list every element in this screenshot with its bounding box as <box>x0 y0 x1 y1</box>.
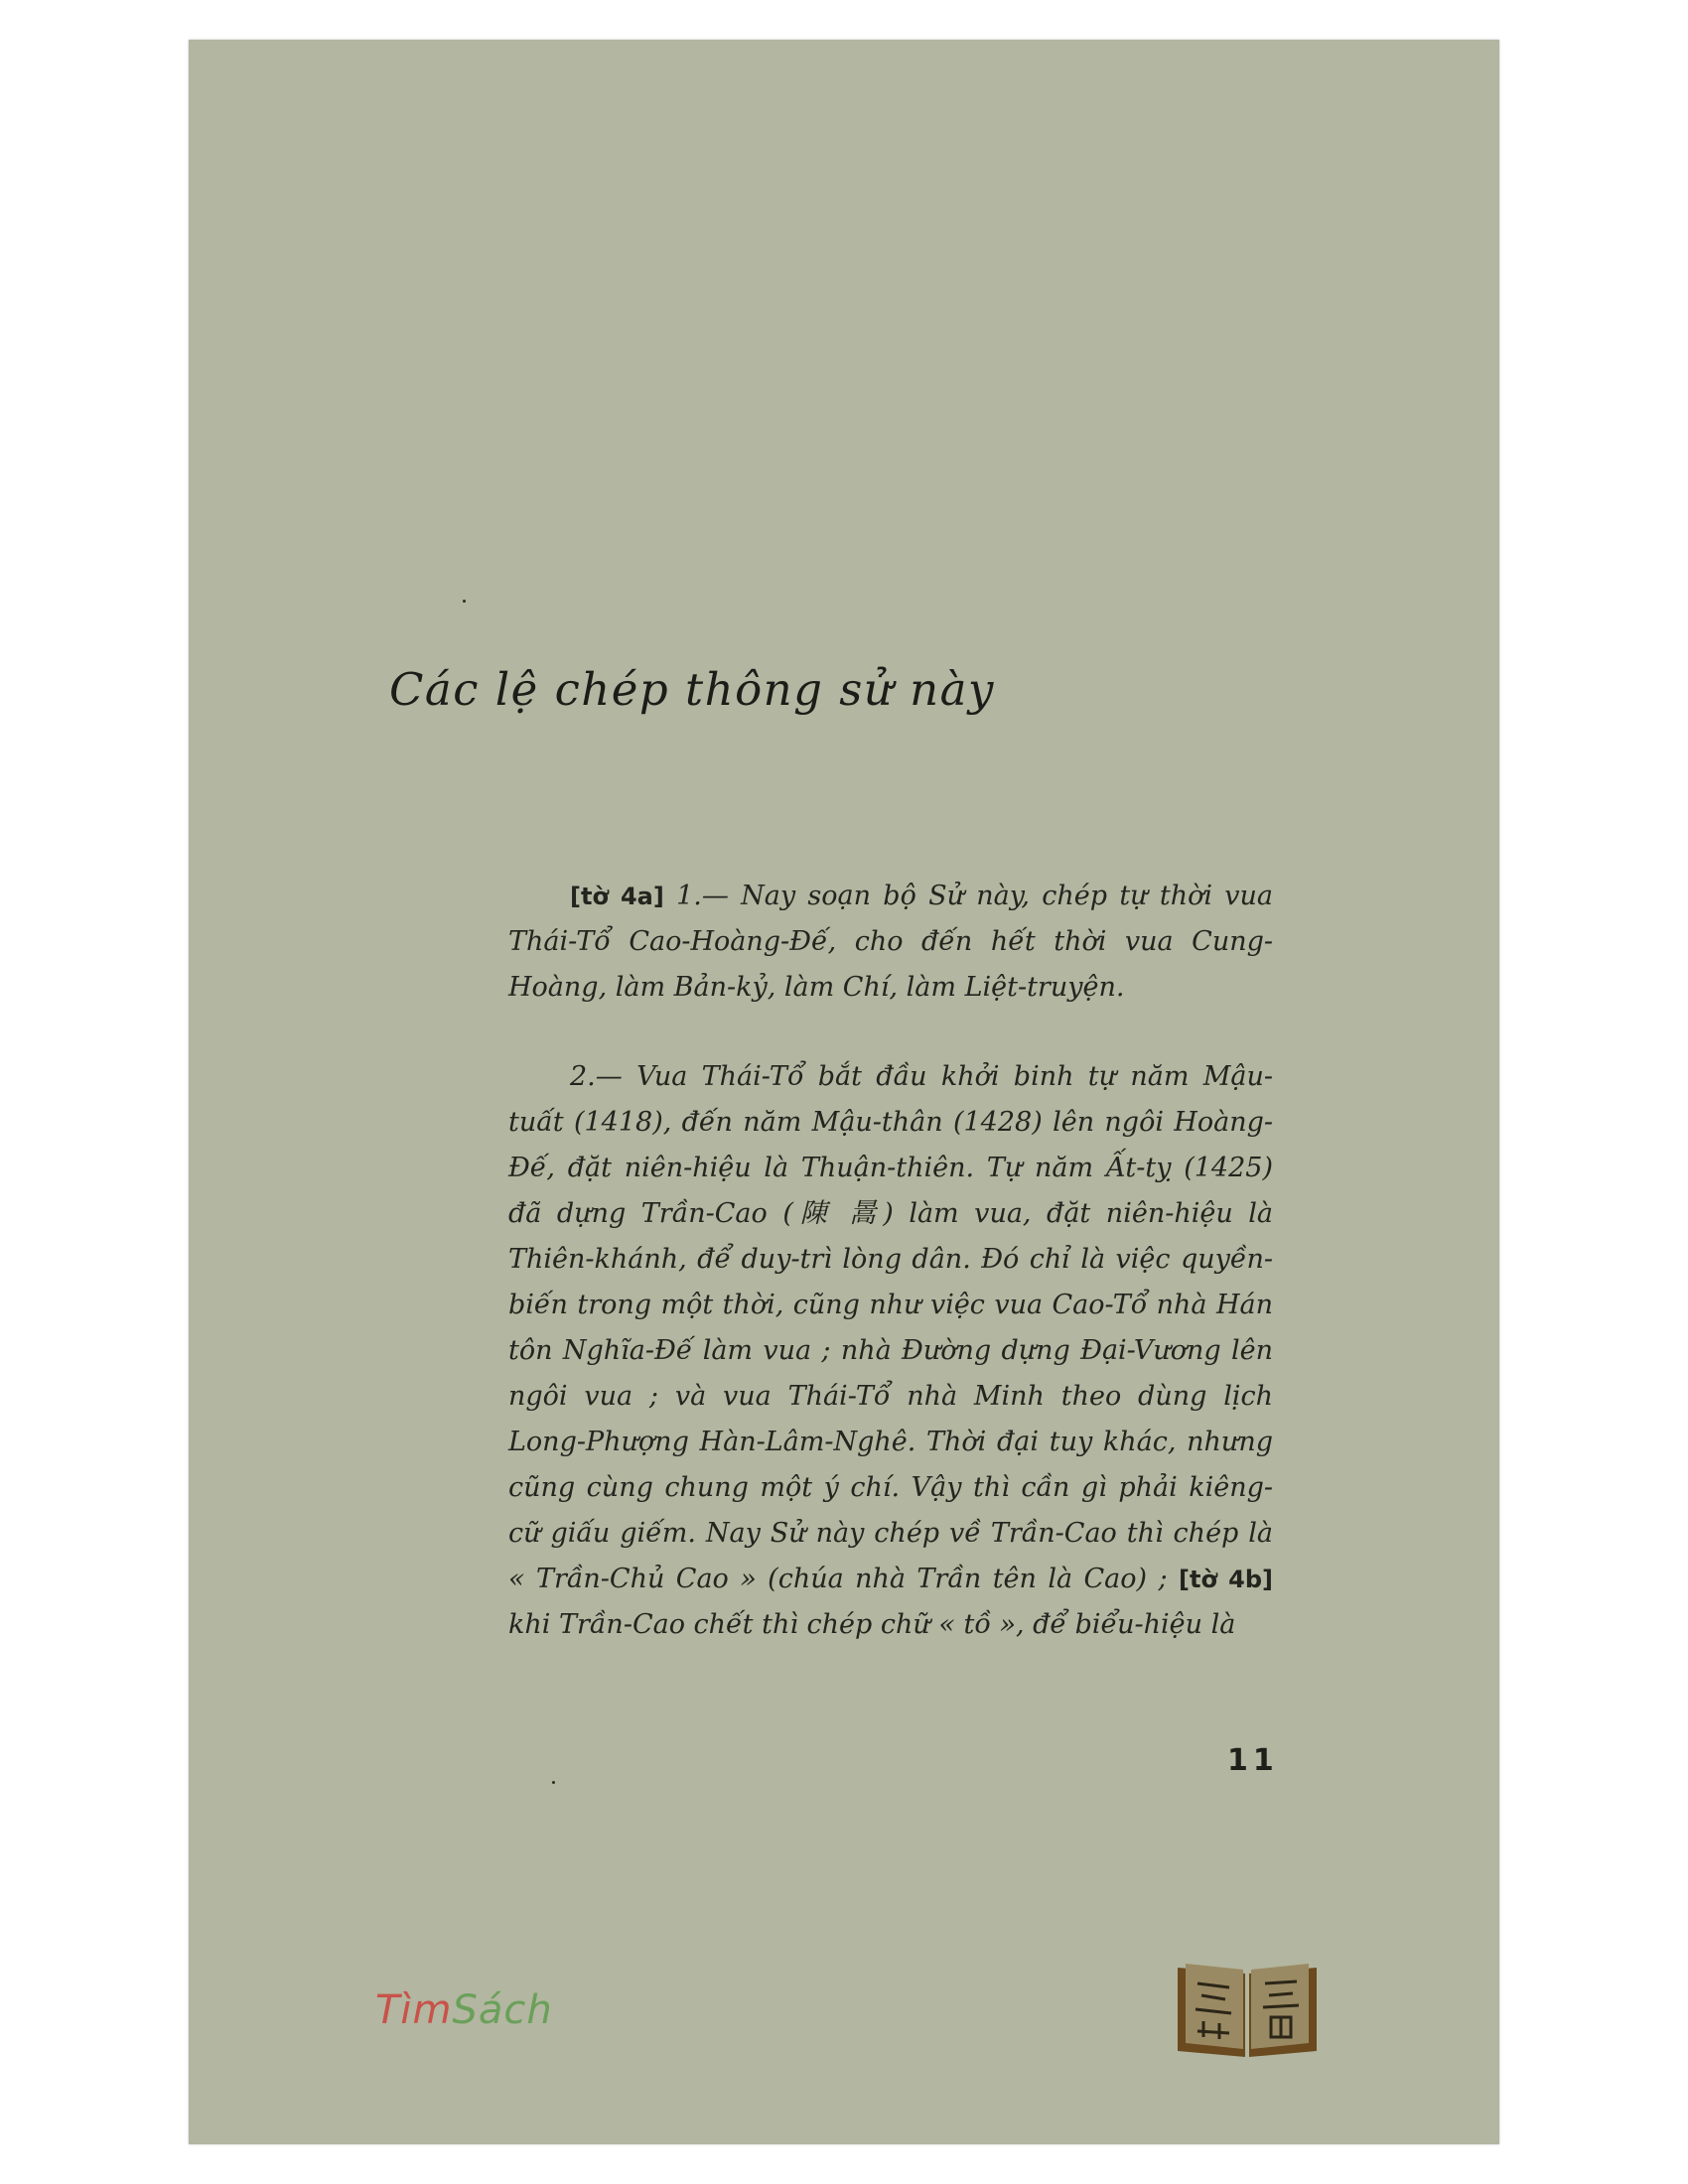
logo-word-1: Tìm <box>375 1987 453 2033</box>
folio-marker: [tờ 4a] <box>570 883 664 910</box>
page-title: Các lệ chép thông sử này <box>389 663 995 716</box>
paragraph-2 <box>508 1054 1273 1648</box>
watermark-logo <box>375 1987 553 2033</box>
paragraph-text: 1.— Nay soạn bộ Sử này, chép tự thời vua Thái-Tổ Cao-Hoàng-Đế, cho đến hết thời vua Cung-Hoàng, làm Bản-kỷ, làm Chí, làm Liệt-truyện. <box>508 881 1273 1003</box>
paragraph-1 <box>508 874 1273 1011</box>
logo-word-2: Sách <box>452 1987 553 2033</box>
body-text <box>508 874 1273 1692</box>
speck <box>463 600 466 603</box>
folio-marker: [tờ 4b] <box>1179 1566 1273 1593</box>
page-number: 11 <box>1227 1743 1279 1778</box>
paragraph-text-continued: khi Trần-Cao chết thì chép chữ « tồ », để biểu-hiệu là <box>508 1609 1236 1640</box>
paragraph-text: 2.— Vua Thái-Tổ bắt đầu khởi binh tự năm Mậu-tuất (1418), đến năm Mậu-thân (1428) lên ngôi Hoàng-Đế, đặt niên-hiệu là Thuận-thiên. Tự năm Ất-tỵ (1425) đã dựng Trần-Cao (陳 暠) làm vua, đặt niên-hiệu là Thiên-khánh, để duy-trì lòng dân. Đó chỉ là việc quyền-biến trong một thời, cũng như việc vua Cao-Tổ nhà Hán tôn Nghĩa-Đế làm vua ; nhà Đường dựng Đại-Vương lên ngôi vua ; và vua Thái-Tổ nhà Minh theo dùng lịch Long-Phượng Hàn-Lâm-Nghê. Thời đại tuy khác, nhưng cũng cùng chung một ý chí. Vậy thì cần gì phải kiêng-cữ giấu giếm. Nay Sử này chép về Trần-Cao thì chép là « Trần-Chủ Cao » (chúa nhà Trần tên là Cao) ; <box>508 1061 1273 1594</box>
speck <box>552 1781 555 1784</box>
book-icon <box>1174 1954 1321 2065</box>
